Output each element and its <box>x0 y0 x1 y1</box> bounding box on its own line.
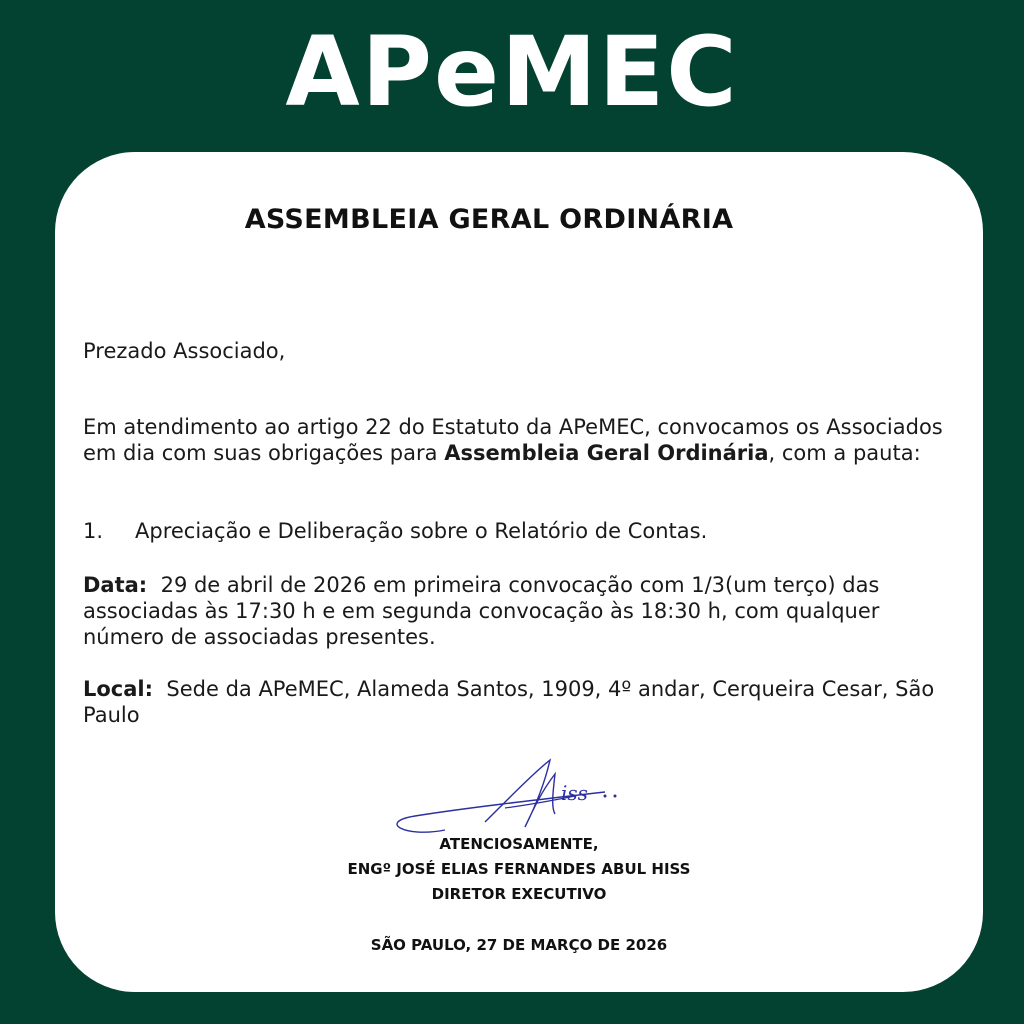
brand-logo: APeMEC <box>285 16 739 128</box>
signatory-name: ENGº JOSÉ ELIAS FERNANDES ABUL HISS <box>347 860 691 878</box>
agenda-list <box>83 518 963 544</box>
agenda-item-number: 1. <box>83 519 104 543</box>
signatory-role: DIRETOR EXECUTIVO <box>431 885 607 903</box>
intro-paragraph <box>83 414 963 466</box>
intro-text-end: , com a pauta: <box>768 441 921 465</box>
agenda-item-text: Apreciação e Deliberação sobre o Relatório de Contas. <box>135 519 708 543</box>
location-date: SÃO PAULO, 27 DE MARÇO DE 2026 <box>370 936 668 954</box>
location-label: Local: <box>83 677 154 701</box>
date-text: 29 de abril de 2026 em primeira convocação com 1/3(um terço) das associadas às 17:30 h e em segunda convocação às 18:30 h, com qualquer número de associadas presentes. <box>83 573 880 649</box>
intro-text-bold: Assembleia Geral Ordinária <box>444 441 769 465</box>
location-paragraph <box>83 676 963 728</box>
intro-text-start: Em atendimento ao artigo 22 do Estatuto da APeMEC, convocamos os Associados em dia com suas obrigações para <box>83 415 943 465</box>
closing-regards: ATENCIOSAMENTE, <box>439 835 599 853</box>
announcement-card <box>55 152 983 992</box>
date-label: Data: <box>83 573 148 597</box>
date-paragraph <box>83 572 963 650</box>
agenda-item <box>83 518 963 544</box>
greeting: Prezado Associado, <box>83 339 286 363</box>
signature-text: iss <box>561 781 588 805</box>
location-text: Sede da APeMEC, Alameda Santos, 1909, 4º andar, Cerqueira Cesar, São Paulo <box>83 677 935 727</box>
document-title: ASSEMBLEIA GERAL ORDINÁRIA <box>244 204 734 235</box>
